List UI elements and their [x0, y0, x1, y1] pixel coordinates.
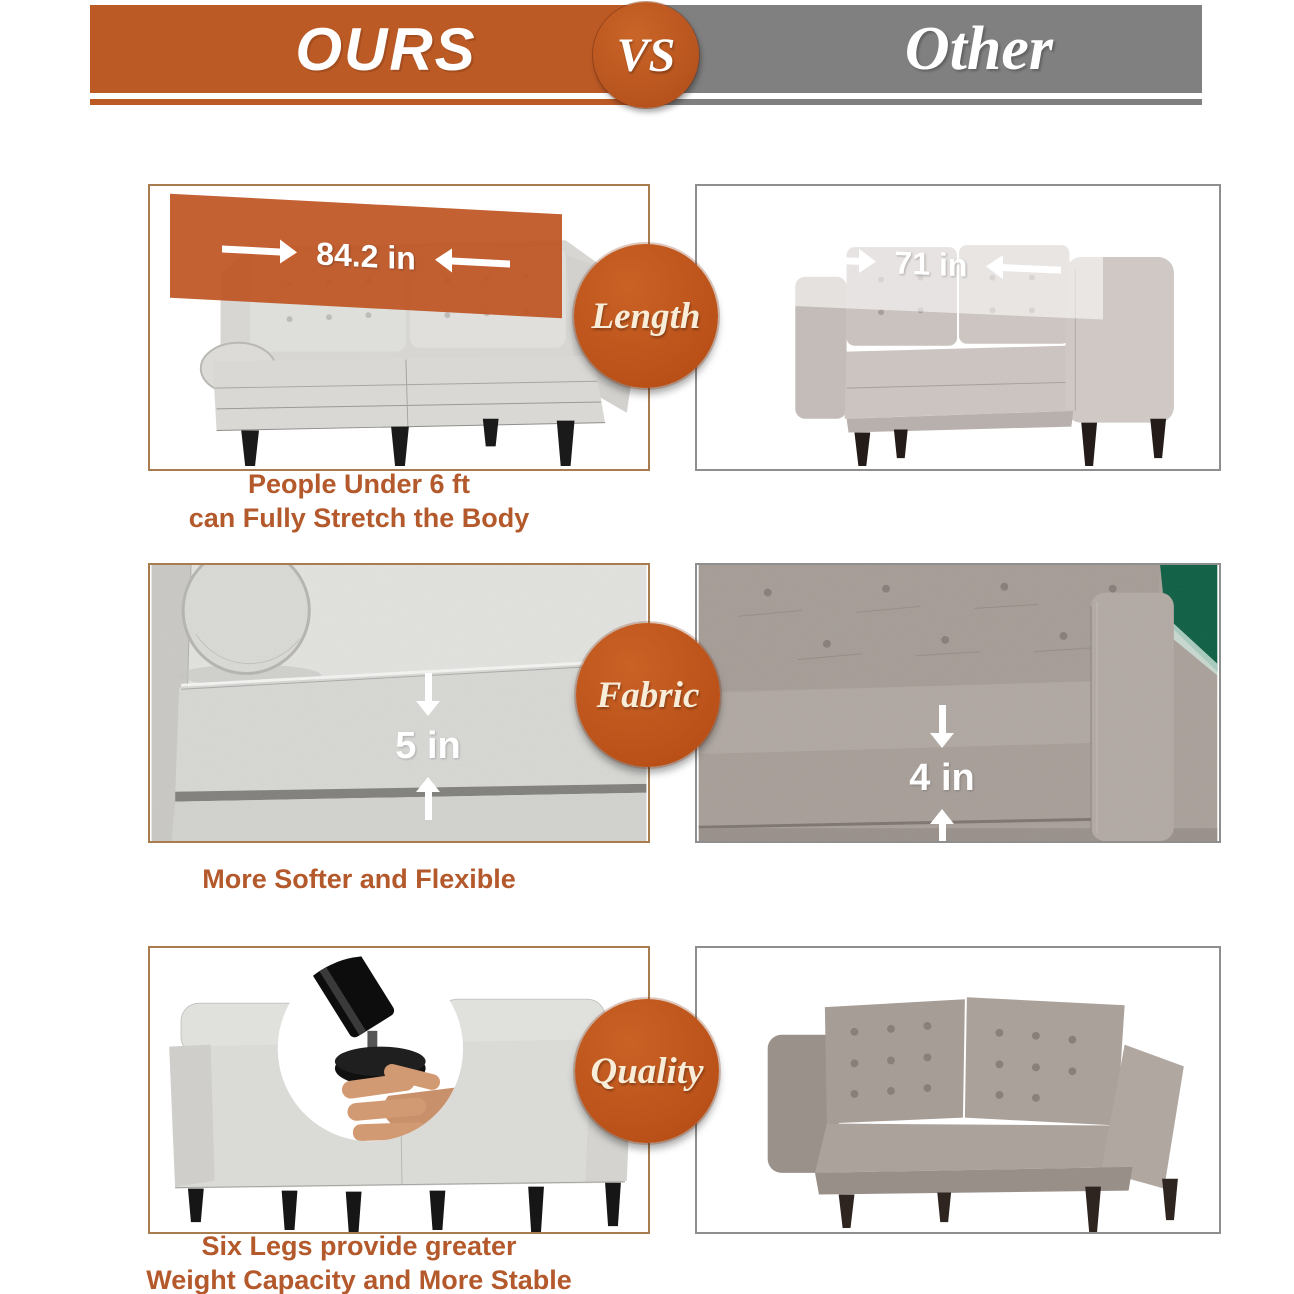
arrow-up-icon: [425, 792, 432, 820]
fabric-caption: [108, 862, 610, 896]
arrow-right-icon: [222, 245, 280, 255]
other-length-value: 71 in: [894, 243, 968, 284]
length-caption-line2: can Fully Stretch the Body: [188, 503, 530, 533]
fabric-badge-label: Fabric: [596, 674, 700, 716]
arrow-up-icon: [939, 824, 946, 843]
quality-badge-label: Quality: [590, 1050, 704, 1092]
arrow-left-icon: [1003, 264, 1061, 274]
length-caption: [108, 467, 610, 535]
ours-fabric-value: 5 in: [395, 725, 461, 767]
header-underline-orange: [90, 99, 646, 105]
arrow-down-icon: [939, 705, 946, 733]
other-quality-photo: [695, 946, 1221, 1234]
quality-caption-line1: Six Legs provide greater: [201, 1231, 517, 1261]
other-length-photo: [695, 184, 1221, 471]
other-sofa-front-illustration: [697, 948, 1219, 1232]
fabric-caption-line1: More Softer and Flexible: [202, 864, 516, 894]
length-badge-label: Length: [591, 295, 701, 337]
ours-fabric-measure: [348, 673, 508, 820]
ours-header-bar: [90, 5, 646, 93]
other-length-measure-band: [759, 208, 1103, 319]
other-header-bar: [646, 5, 1202, 93]
ours-length-measure-band: [170, 194, 562, 319]
arrow-down-icon: [425, 673, 432, 701]
arrow-right-icon: [801, 255, 859, 265]
ours-length-value: 84.2 in: [316, 234, 416, 277]
ours-title: OURS: [295, 15, 477, 83]
header-underline-gray: [646, 99, 1202, 105]
other-fabric-measure: [862, 705, 1022, 843]
length-caption-line1: People Under 6 ft: [247, 469, 471, 499]
quality-feature-badge: [575, 999, 719, 1143]
fabric-feature-badge: [576, 623, 720, 767]
other-fabric-photo: [695, 563, 1221, 843]
ours-fabric-photo: [148, 563, 650, 843]
other-fabric-value: 4 in: [909, 757, 975, 799]
quality-caption: [108, 1229, 610, 1294]
ours-sofa-back-legs-illustration: [150, 948, 648, 1232]
vs-badge: [593, 2, 699, 108]
other-title: Other: [904, 14, 1054, 83]
arrow-left-icon: [452, 257, 510, 267]
vs-label: VS: [616, 28, 676, 82]
length-feature-badge: [574, 244, 718, 388]
ours-quality-photo: [148, 946, 650, 1234]
quality-caption-line2: Weight Capacity and More Stable: [146, 1265, 572, 1294]
